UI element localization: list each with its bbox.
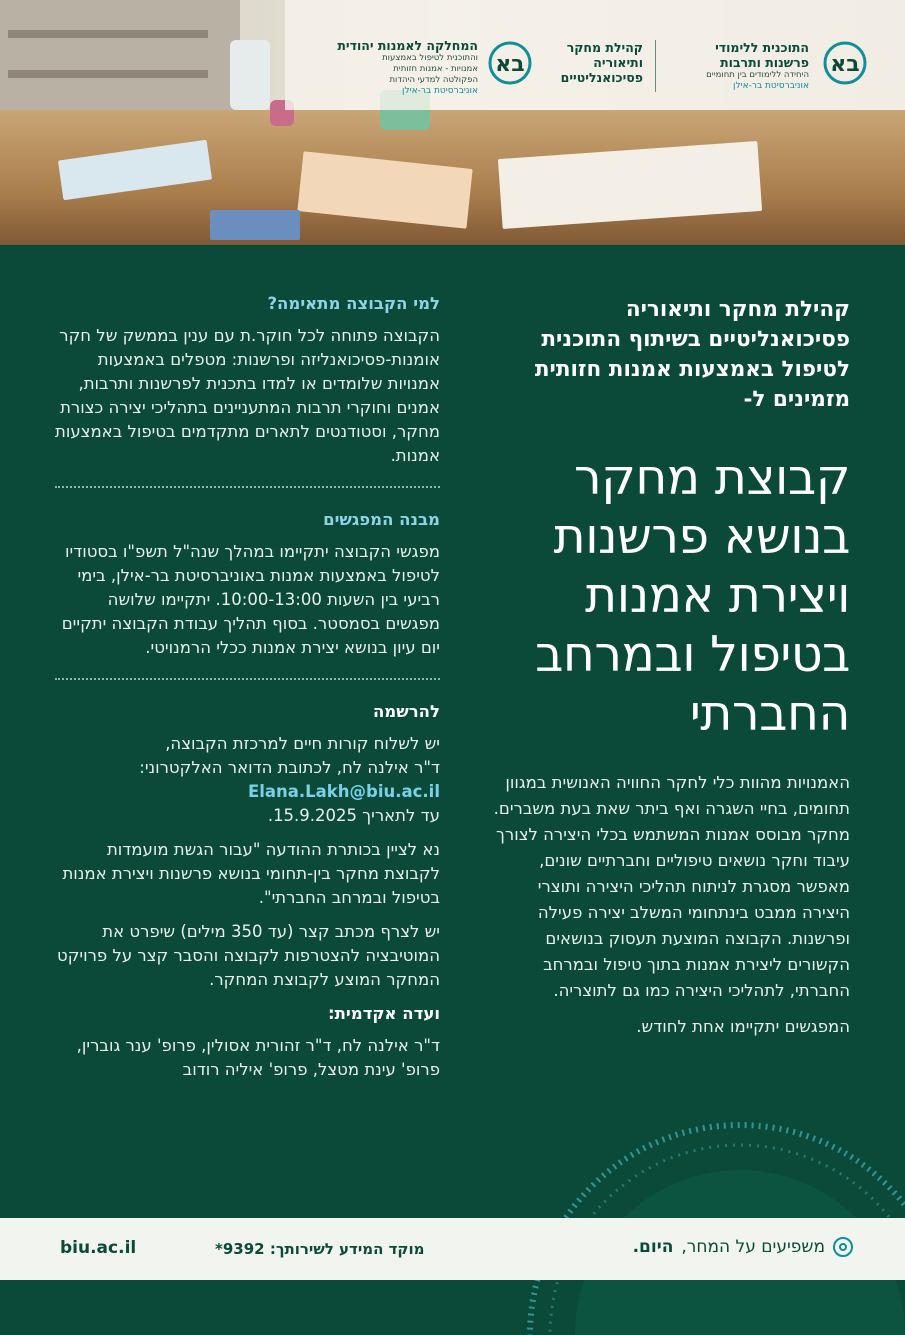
registration-line2: ד"ר אילנה לח, לכתובת הדואר האלקטרוני: (139, 758, 440, 777)
logo-divider (655, 40, 656, 92)
structure-text: מפגשי הקבוצה יתקיימו במהלך שנה"ל תשפ"ו בסטודיו לטיפול באמצעות אמנות באוניברסיטת בר-אילן, בימי רביעי בין השעות 10:00-13:00. יתקיימו שלושה מפגשים בסמסטר. בסוף תהליך עבודת הקבוצה יתקיים יום עיון בנושא יצירת אמנות ככלי הרמנויטי. (61, 542, 440, 657)
biu-logo-icon (822, 40, 868, 86)
registration-deadline: עד לתאריך 15.9.2025. (267, 806, 440, 825)
logo-psychoanalytic-community: קהילת מחקר ותיאוריה פסיכואנליטיים (560, 40, 643, 85)
hotline: מוקד המידע לשירותך: 9392* (215, 1240, 425, 1258)
meeting-frequency: המפגשים יתקיימו אחת לחודש. (636, 1017, 850, 1036)
svg-text:בא: בא (495, 52, 525, 77)
description-paragraph: האמנויות מהוות כלי לחקר החוויה האנושית במגוון תחומים, בחיי השגרה ואף ביתר שאת בעת משברים. מחקר מבוסס אמנות המשתמש בכלי היצירה לצורך עיבוד וחקר נושאים טיפוליים וחברתיים שונים, מאפשר מסגרת לניתוח תהליכי היצירה ותוצרי היצירה ממבט בינתחומי המשלב יצירה פעילה ופרשנות. הקבוצה המוצעת תעסוק בנושאים הקשורים ליצירת אמנות בתוך טיפול ובמרחב החברתי, לתהליכי היצירה כמו גם לתוצריה. (493, 773, 850, 1000)
slogan: משפיעים על המחר, היום. (633, 1237, 853, 1257)
svg-text:בא: בא (830, 52, 860, 77)
audience-title: למי הקבוצה מתאימה? (267, 294, 440, 313)
intro-text: קהילת מחקר ותיאוריה פסיכואנליטיים בשיתוף התוכנית לטיפול באמצעות אמנות חזותית מזמינים ל- (534, 297, 850, 412)
dotted-divider (55, 678, 440, 680)
committee-text: ד"ר אילנה לח, ד"ר זהורית אסולין, פרופ' ענר גוברין, פרופ' עינת מטצל, פרופ' איליה רודוב (76, 1036, 440, 1079)
details-column (55, 292, 440, 1082)
registration-line1: יש לשלוח קורות חיים למרכזת הקבוצה, (165, 734, 440, 753)
target-icon (833, 1237, 853, 1257)
email-link[interactable]: Elana.Lakh@biu.ac.il (247, 782, 440, 801)
footer (0, 1218, 905, 1280)
logo-jewish-art-department: המחלקה לאמנות יהודית והתוכנית לטיפול באמצעות אמנויות - אמנות חזותית הפקולטה למדעי היהדות אוניברסיטת בר-אילן (337, 38, 478, 96)
committee-title: ועדה אקדמית: (328, 1004, 440, 1023)
structure-title: מבנה המפגשים (323, 510, 440, 529)
website-link[interactable]: biu.ac.il (60, 1238, 137, 1258)
registration-note-subject: נא לציין בכותרת ההודעה "עבור הגשת מועמדות לקבוצת מחקר בין-תחומי בנושא פרשנות ויצירת אמנות בטיפול ובמרחב החברתי". (62, 840, 440, 907)
dotted-divider (55, 486, 440, 488)
description (490, 770, 850, 1050)
registration-title: להרשמה (372, 702, 440, 721)
page-title: קבוצת מחקר בנושא פרשנות ויצירת אמנות בטיפול ובמרחב החברתי (535, 449, 850, 742)
logo-interpretation-program: התוכנית ללימודי פרשנות ותרבות היחידה ללימודים בין תחומיים אוניברסיטת בר-אילן (706, 40, 809, 91)
audience-text: הקבוצה פתוחה לכל חוקר.ת עם ענין בממשק של חקר אומנות-פסיכואנליזה ופרשנות: מטפלים באמצעות אמנויות שלומדים או למדו בתכנית לפרשנות ותרבות, אמנים וחוקרי תרבות המתעניינים בתהליכי יצירה כצורת מחקר, וסטודנטים לתארים מתקדמים בטיפול באמצעות אמנות. (55, 326, 440, 465)
header-photo (0, 0, 905, 245)
biu-logo-icon (487, 40, 533, 86)
registration-note-letter: יש לצרף מכתב קצר (עד 350 מילים) שיפרט את המוטיבציה להצטרפות לקבוצה והסבר קצר על פרויקט המחקר המוצע לקבוצת המחקר. (57, 922, 440, 989)
